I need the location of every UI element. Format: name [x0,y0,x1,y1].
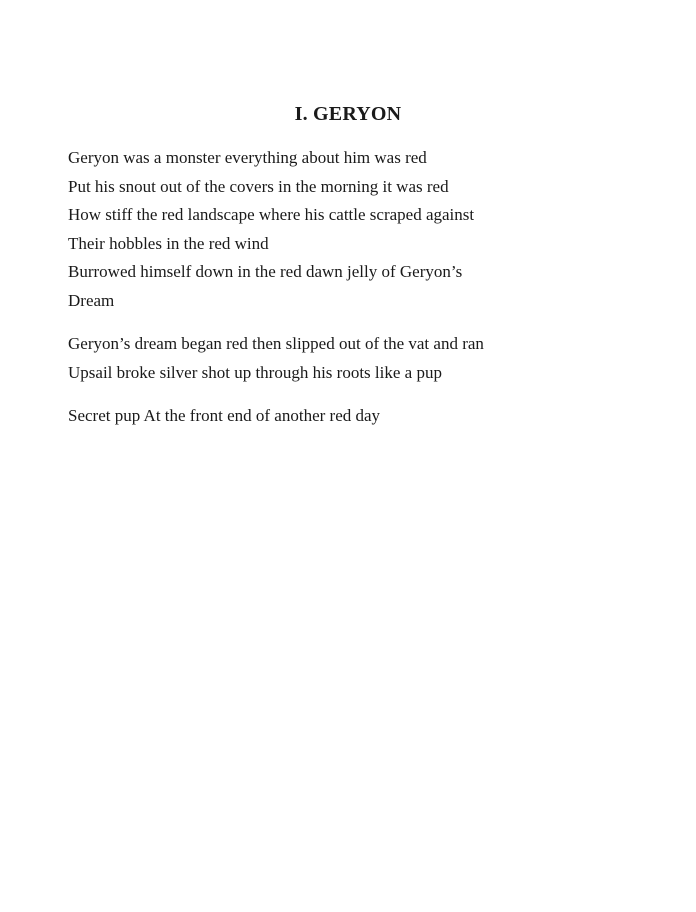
poem-line: Dream [68,290,115,310]
stanza [68,402,668,431]
stanza [68,330,668,387]
poem-line: Put his snout out of the covers in the morning it was red [68,176,449,196]
stanza [68,144,668,315]
poem-line: Secret pup At the front end of another red day [68,406,381,425]
poem-line: Geryon was a monster everything about him was red [68,148,427,167]
poem-line: Their hobbles in the red wind [68,233,269,253]
poem-line: Geryon’s dream began red then slipped out of the vat and ran [68,334,484,353]
poem-line: How stiff the red landscape where his cattle scraped against [68,205,475,224]
poem-line: Upsail broke silver shot up through his roots like a pup [68,362,442,382]
poem-line: Burrowed himself down in the red dawn jelly of Geryon’s [68,262,463,281]
poem-title: I. GERYON [294,103,402,125]
